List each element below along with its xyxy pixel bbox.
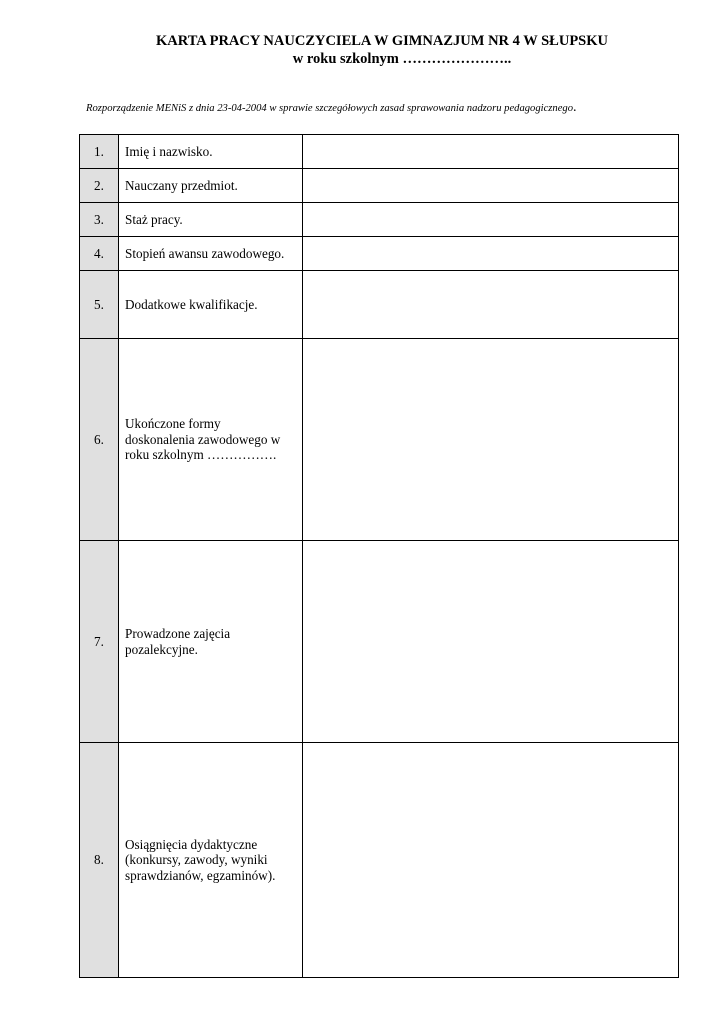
table-row [80, 169, 679, 203]
row-number: 4. [80, 237, 119, 271]
entry-field-achievements[interactable] [303, 743, 679, 978]
label-line: Imię i nazwisko. [125, 143, 213, 159]
entry-field-training[interactable] [303, 339, 679, 541]
row-label-extracurricular [119, 541, 303, 743]
row-number: 8. [80, 743, 119, 978]
row-label-name [119, 135, 303, 169]
entry-field-subject[interactable] [303, 169, 679, 203]
school-year-line: w roku szkolnym ………………….. [292, 51, 512, 67]
label-line: doskonalenia zawodowego w [125, 431, 281, 447]
entry-field-extracurricular[interactable] [303, 541, 679, 743]
label-line: Dodatkowe kwalifikacje. [125, 296, 258, 312]
entry-field-qualifications[interactable] [303, 271, 679, 339]
entry-field-seniority[interactable] [303, 203, 679, 237]
teacher-form-table [79, 134, 679, 978]
label-line: Prowadzone zajęcia [125, 626, 231, 641]
entry-field-name[interactable] [303, 135, 679, 169]
table-row [80, 743, 679, 978]
label-line: Ukończone formy [125, 416, 221, 432]
row-label-training [119, 339, 303, 541]
label-line: pozalekcyjne. [125, 641, 198, 657]
row-number: 1. [80, 135, 119, 169]
table-row [80, 271, 679, 339]
row-label-subject [119, 169, 303, 203]
table-row [80, 339, 679, 541]
label-line: Osiągnięcia dydaktyczne [125, 836, 258, 852]
label-line: Staż pracy. [125, 211, 183, 227]
table-row [80, 541, 679, 743]
document-title: KARTA PRACY NAUCZYCIELA W GIMNAZJUM NR 4 W SŁUPSKU [156, 33, 608, 49]
row-number: 6. [80, 339, 119, 541]
table-row [80, 135, 679, 169]
label-line: Stopień awansu zawodowego. [125, 245, 285, 261]
row-label-qualifications [119, 271, 303, 339]
table-row [80, 237, 679, 271]
row-label-achievements [119, 743, 303, 978]
label-line: sprawdzianów, egzaminów). [125, 867, 276, 883]
label-line: (konkursy, zawody, wyniki [125, 852, 268, 868]
row-number: 7. [80, 541, 119, 743]
entry-field-promotion-level[interactable] [303, 237, 679, 271]
row-label-promotion-level [119, 237, 303, 271]
regulation-text: Rozporządzenie MENiS z dnia 23-04-2004 w sprawie szczegółowych zasad sprawowania nadzoru pedagogicznego [86, 103, 574, 114]
table-row [80, 203, 679, 237]
row-label-seniority [119, 203, 303, 237]
row-number: 5. [80, 271, 119, 339]
regulation-reference [86, 101, 686, 116]
label-line: Nauczany przedmiot. [125, 177, 238, 193]
row-number: 2. [80, 169, 119, 203]
label-line: roku szkolnym ……………. [125, 447, 277, 463]
regulation-period: . [573, 100, 577, 115]
row-number: 3. [80, 203, 119, 237]
